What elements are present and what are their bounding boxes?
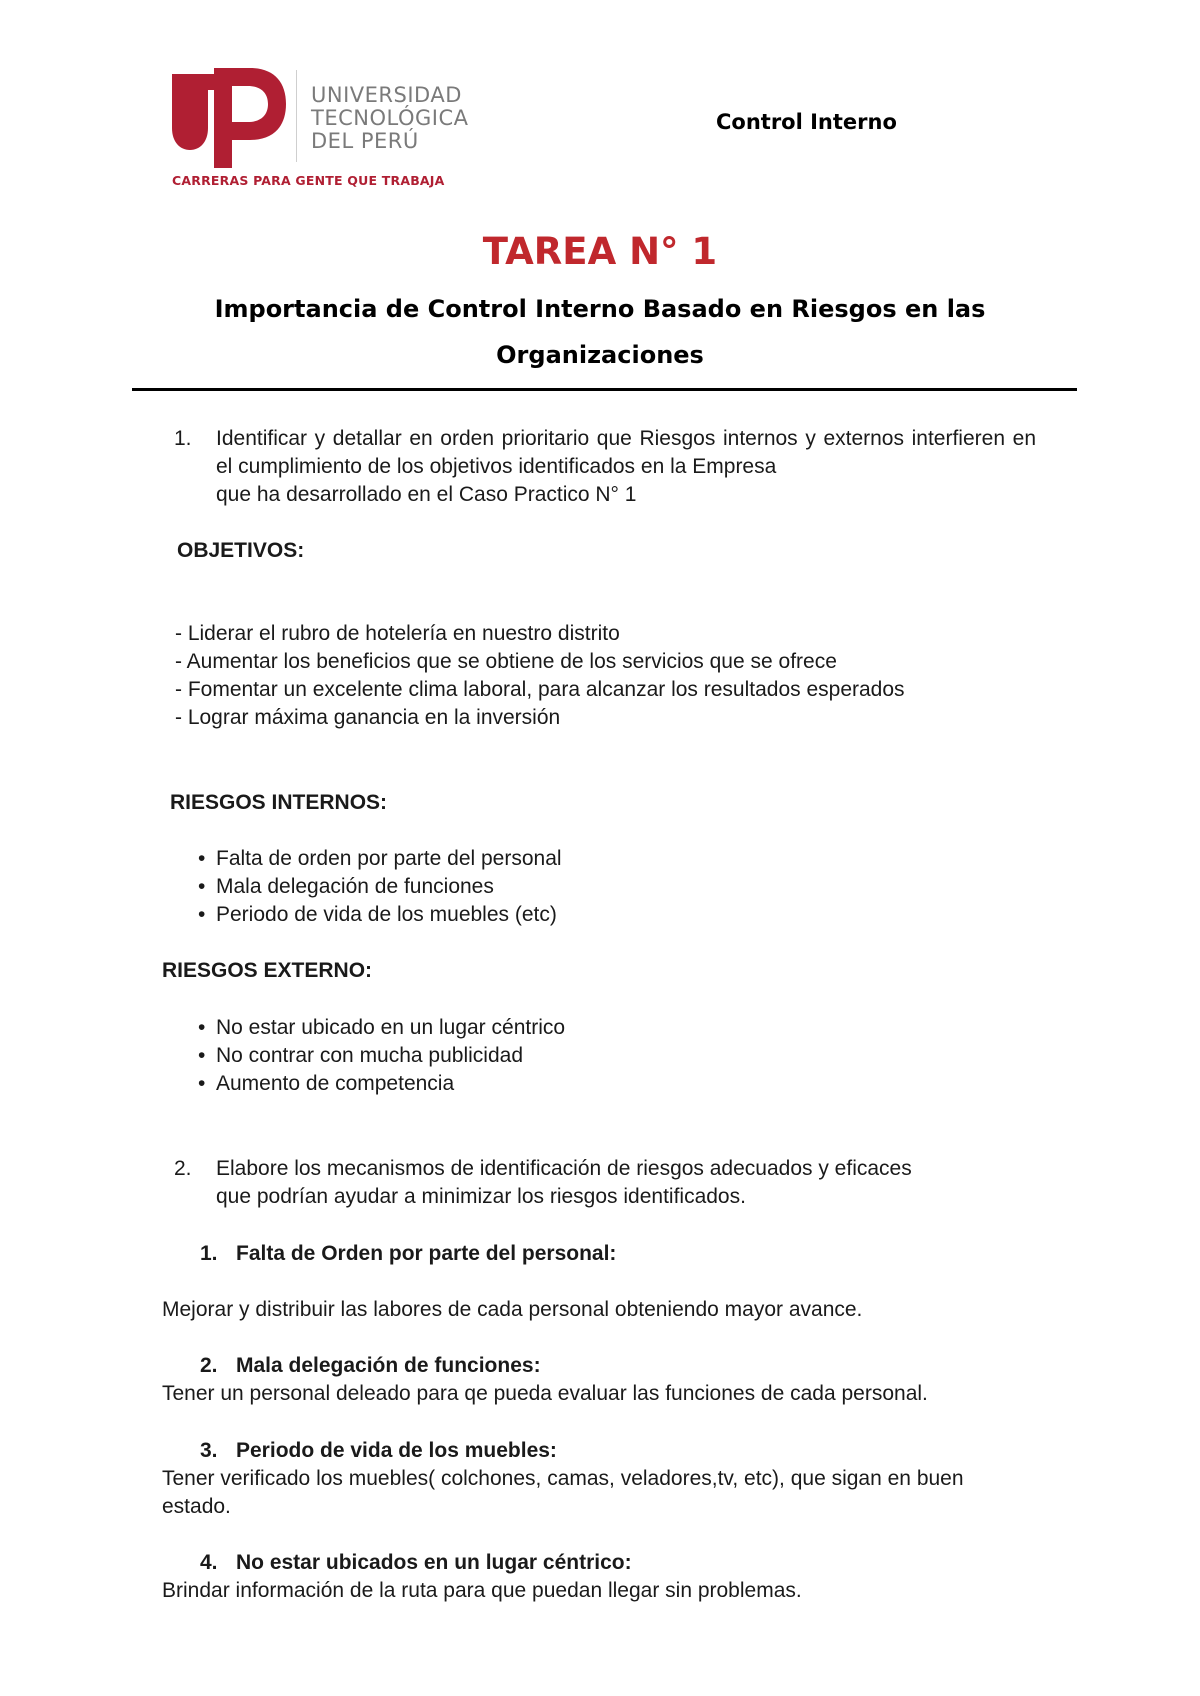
riesgo-interno-item: Mala delegación de funciones	[216, 875, 494, 898]
header-label: Control Interno	[716, 110, 897, 134]
logo-divider	[296, 70, 297, 162]
bullet-icon: •	[198, 847, 206, 870]
university-name	[311, 84, 468, 153]
question2-number: 2.	[174, 1157, 192, 1180]
objetivo-item: - Aumentar los beneficios que se obtiene de los servicios que se ofrece	[175, 650, 837, 673]
mecanismo-body: Tener verificado los muebles( colchones, camas, veladores,tv, etc), que sigan en buen	[162, 1467, 964, 1490]
bullet-icon: •	[198, 1072, 206, 1095]
mecanismo-number: 3.	[200, 1439, 218, 1462]
question1-text: Identificar y detallar en orden prioritario que Riesgos internos y externos interfieren en el cumplimiento de los objetivos identificados en la Empresa	[216, 427, 1036, 478]
riesgos-internos-heading: RIESGOS INTERNOS:	[170, 791, 388, 814]
riesgos-externos-heading: RIESGOS EXTERNO:	[162, 959, 373, 982]
mecanismo-number: 1.	[200, 1242, 218, 1265]
riesgo-externo-item: No estar ubicado en un lugar céntrico	[216, 1016, 566, 1039]
title-rule	[132, 388, 1077, 391]
bullet-icon: •	[198, 1044, 206, 1067]
objetivo-item: - Lograr máxima ganancia en la inversión	[175, 706, 561, 729]
mecanismo-body: Tener un personal deleado para qe pueda evaluar las funciones de cada personal.	[162, 1382, 928, 1405]
question1-number: 1.	[174, 427, 192, 450]
bullet-icon: •	[198, 903, 206, 926]
logo-tagline: CARRERAS PARA GENTE QUE TRABAJA	[172, 173, 445, 188]
mecanismo-heading: Falta de Orden por parte del personal:	[236, 1242, 617, 1265]
mecanismo-heading: Periodo de vida de los muebles:	[236, 1439, 557, 1462]
question1-text-last: que ha desarrollado en el Caso Practico N° 1	[216, 483, 637, 506]
mecanismo-body-last: estado.	[162, 1495, 231, 1518]
mecanismo-body: Mejorar y distribuir las labores de cada personal obteniendo mayor avance.	[162, 1298, 863, 1321]
bullet-icon: •	[198, 875, 206, 898]
university-name-line2: TECNOLÓGICA	[311, 106, 469, 130]
riesgo-externo-item: Aumento de competencia	[216, 1072, 455, 1095]
document-title: TAREA N° 1	[482, 230, 718, 273]
mecanismo-heading: No estar ubicados en un lugar céntrico:	[236, 1551, 632, 1574]
mecanismo-number: 2.	[200, 1354, 218, 1377]
subtitle-line1: Importancia de Control Interno Basado en Riesgos en las	[214, 295, 986, 323]
riesgo-interno-item: Periodo de vida de los muebles (etc)	[216, 903, 557, 926]
subtitle-line2: Organizaciones	[496, 341, 704, 369]
objetivo-item: - Liderar el rubro de hotelería en nuestro distrito	[175, 622, 620, 645]
objetivos-heading: OBJETIVOS:	[177, 539, 305, 562]
question2-text: Elabore los mecanismos de identificación de riesgos adecuados y eficaces	[216, 1157, 912, 1180]
university-name-line1: UNIVERSIDAD	[311, 83, 462, 107]
question2-text-last: que podrían ayudar a minimizar los riesgos identificados.	[216, 1185, 746, 1208]
university-name-line3: DEL PERÚ	[311, 129, 419, 153]
mecanismo-number: 4.	[200, 1551, 218, 1574]
riesgo-interno-item: Falta de orden por parte del personal	[216, 847, 562, 870]
mecanismo-body: Brindar información de la ruta para que puedan llegar sin problemas.	[162, 1579, 802, 1602]
riesgo-externo-item: No contrar con mucha publicidad	[216, 1044, 524, 1067]
utp-logo-icon	[170, 68, 286, 168]
bullet-icon: •	[198, 1016, 206, 1039]
mecanismo-heading: Mala delegación de funciones:	[236, 1354, 541, 1377]
objetivo-item: - Fomentar un excelente clima laboral, para alcanzar los resultados esperados	[175, 678, 905, 701]
document-subtitle	[150, 286, 1050, 378]
